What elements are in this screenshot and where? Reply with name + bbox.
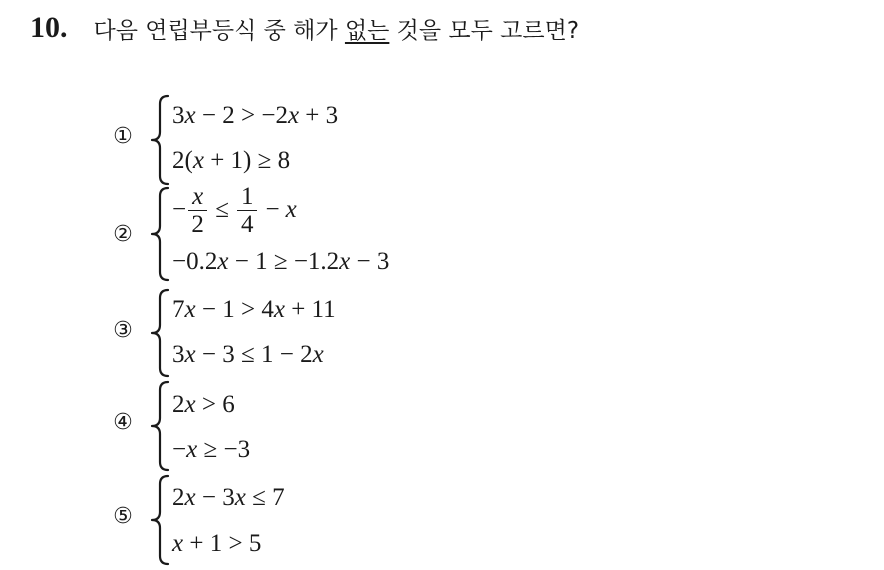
choice-marker-4: ④ [113, 410, 133, 435]
left-brace-icon [148, 94, 170, 186]
choice-2[interactable] [108, 183, 808, 282]
variable-x: x [285, 196, 297, 224]
choice-1[interactable] [108, 94, 808, 186]
choice-4[interactable] [108, 380, 808, 472]
inequality-3a-text: 7x − 1 > 4x + 11 [172, 296, 336, 323]
inequality-3b-text: 3x − 3 ≤ 1 − 2x [172, 341, 324, 368]
choice-marker-2: ② [113, 222, 133, 247]
question-header [30, 8, 579, 48]
choice-5[interactable] [108, 474, 808, 566]
inequality-5b-text: x + 1 > 5 [172, 530, 262, 557]
choice-marker-3: ③ [113, 318, 133, 343]
choice-marker-1: ① [113, 124, 133, 149]
inequality-5a [172, 484, 285, 512]
fraction-x-over-2: $\frac{x}{2}$ [188, 184, 207, 239]
inequality-5b [172, 530, 261, 558]
choice-marker-5: ⑤ [113, 504, 133, 529]
inequality-5a-text: 2x − 3x ≤ 7 [172, 484, 285, 511]
inequality-4a-text: 2x > 6 [172, 391, 235, 418]
left-brace-icon [148, 186, 170, 282]
inequality-4b-text: −x ≥ −3 [172, 436, 251, 463]
inequality-2a [172, 184, 297, 239]
left-brace-icon [148, 380, 170, 472]
inequality-2b-text: −0.2x − 1 ≥ −1.2x − 3 [172, 248, 390, 275]
inequality-3b [172, 341, 324, 369]
choice-3[interactable] [108, 288, 808, 378]
left-brace-icon [148, 474, 170, 566]
question-number: 10. [30, 11, 68, 44]
minus-sign: − [265, 196, 280, 224]
minus-sign: − [172, 196, 187, 224]
inequality-3a [172, 296, 336, 324]
inequality-1b-text: 2(x + 1) ≥ 8 [172, 147, 291, 174]
inequality-4a [172, 391, 235, 419]
inequality-4b [172, 436, 250, 464]
leq-sign: ≤ [215, 196, 229, 224]
fraction-1-over-4: $\frac{1}{4}$ [237, 184, 258, 239]
question-text [94, 12, 580, 45]
question-text-before: 다음 연립부등식 중 해가 [93, 17, 345, 44]
left-brace-icon [148, 288, 170, 378]
inequality-1a-text: 3x − 2 > −2x + 3 [172, 102, 339, 129]
question-text-underlined: 없는 [344, 17, 390, 44]
question-text-after: 것을 모두 고르면? [389, 17, 580, 44]
inequality-1b [172, 147, 290, 175]
inequality-1a [172, 102, 338, 130]
inequality-2b [172, 248, 389, 276]
